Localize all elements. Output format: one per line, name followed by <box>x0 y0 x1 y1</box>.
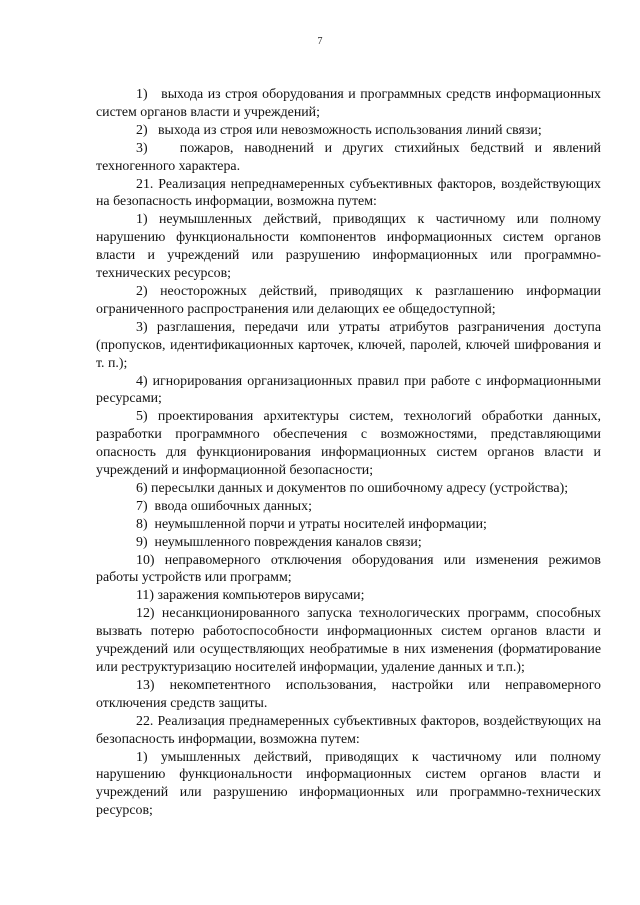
document-body <box>96 86 601 820</box>
list-item: 2) выхода из строя или невозможность использования линий связи; <box>136 122 542 138</box>
list-item: 12) несанкционированного запуска технологических программ, способных вызвать потерю работоспособности информационных систем органов власти и учреждений или осуществляющих необратимые в них изменения (форматирование или реструктуризацию носителей информации, удаление данных и т.п.); <box>96 606 601 675</box>
list-item: 7) ввода ошибочных данных; <box>136 498 312 514</box>
list-item: 6) пересылки данных и документов по ошибочному адресу (устройства); <box>136 480 569 496</box>
list-item: 1) неумышленных действий, приводящих к частичному или полному нарушению функциональности компонентов информационных систем органов власти и учреждений или разрушению информационных или программно-технических ресурсов; <box>96 212 601 282</box>
list-item: 13) некомпетентного использования, настройки или неправомерного отключения средств защиты. <box>96 677 601 711</box>
section-paragraph: 21. Реализация непреднамеренных субъективных факторов, воздействующих на безопасность информации, возможна путем: <box>96 176 601 210</box>
list-item: 5) проектирования архитектуры систем, технологий обработки данных, разработки программного обеспечения с возможностями, представляющими опасность для функционирования информационных систем органов власти и учреждений и информационной безопасности; <box>96 409 601 479</box>
list-item: 9) неумышленного повреждения каналов связи; <box>136 534 422 550</box>
list-item: 3) пожаров, наводнений и других стихийных бедствий и явлений техногенного характера. <box>96 140 601 174</box>
list-item: 1) умышленных действий, приводящих к частичному или полному нарушению функциональности информационных систем органов власти и учреждений или разрушению информационных или программно-технических ресурсов; <box>96 749 601 819</box>
list-item: 1) выхода из строя оборудования и программных средств информационных систем органов власти и учреждений; <box>96 87 601 120</box>
list-item: 2) неосторожных действий, приводящих к разглашению информации ограниченного распространения или делающих ее общедоступной; <box>96 283 601 317</box>
list-item: 10) неправомерного отключения оборудования или изменения режимов работы устройств или программ; <box>96 552 601 586</box>
list-item: 11) заражения компьютеров вирусами; <box>136 588 365 604</box>
section-paragraph: 22. Реализация преднамеренных субъективных факторов, воздействующих на безопасность информации, возможна путем: <box>96 713 601 747</box>
list-item: 3) разглашения, передачи или утраты атрибутов разграничения доступа (пропусков, идентификационных карточек, ключей, паролей, ключей шифрования и т. п.); <box>96 319 601 371</box>
page-number: 7 <box>317 36 323 47</box>
list-item: 8) неумышленной порчи и утраты носителей информации; <box>136 516 487 532</box>
list-item: 4) игнорирования организационных правил при работе с информационными ресурсами; <box>96 373 601 407</box>
